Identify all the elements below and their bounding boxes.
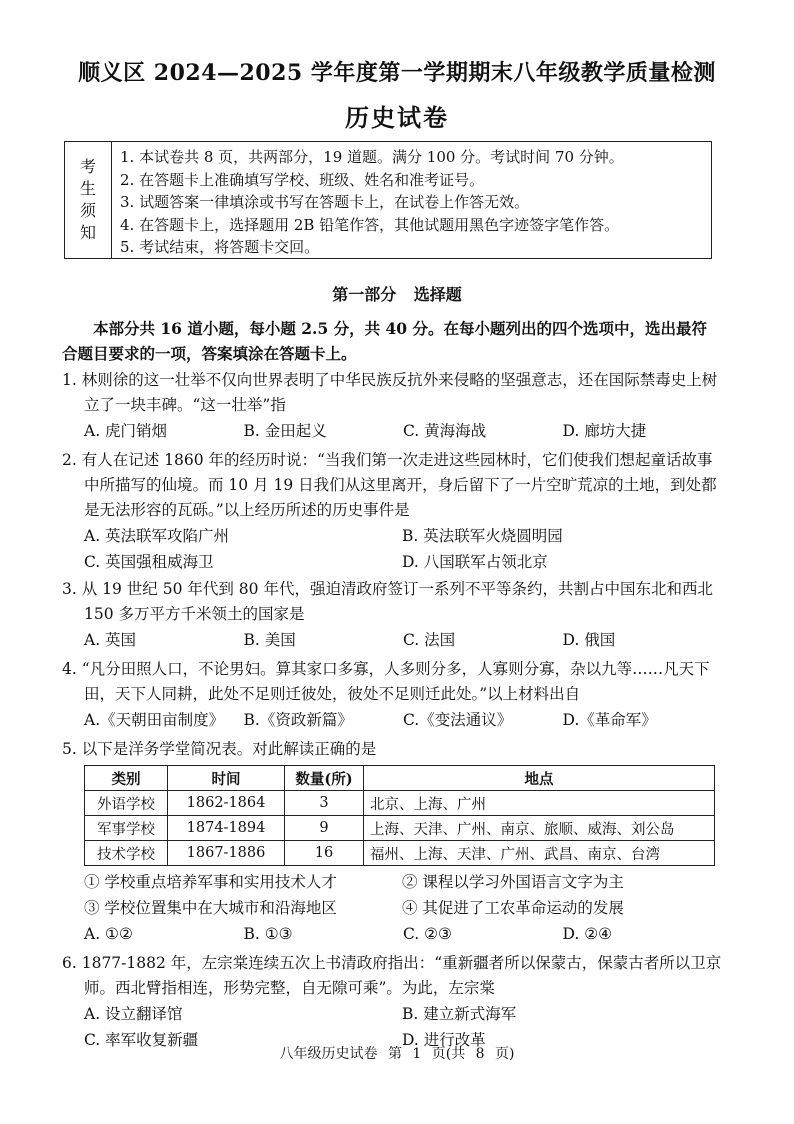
notice-item: 5. 考试结束，将答题卡交回。 — [120, 238, 320, 256]
question-3-options — [62, 627, 722, 653]
option-c: C. 英国强租威海卫 — [84, 553, 214, 571]
question-6-stem: 6. 1877-1882 年，左宗棠连续五次上书清政府指出：“重新疆者所以保蒙古，保蒙古者所以卫京师。西北臂指相连，形势完整，自无隙可乘”。为此，左宗棠 — [62, 954, 722, 997]
option-c: C. ②③ — [403, 925, 452, 943]
school-table — [84, 765, 715, 866]
option-b: B. 美国 — [243, 631, 296, 649]
table-cell: 1874-1894 — [168, 816, 285, 841]
option-b: B. 建立新式海军 — [402, 1005, 517, 1023]
option-c: C. 率军收复新疆 — [84, 1031, 199, 1049]
option-b: B. 英法联军火烧圆明园 — [402, 527, 563, 545]
question-5-statements — [62, 869, 722, 921]
section-intro: 本部分共 16 道小题，每小题 2.5 分，共 40 分。在每小题列出的四个选项中，选出最符合题目要求的一项，答案填涂在答题卡上。 — [62, 319, 707, 363]
question-1-options — [62, 418, 722, 444]
table-cell: 技术学校 — [85, 841, 168, 866]
option-c: C.《变法通议》 — [403, 711, 513, 729]
exam-subtitle: 历史试卷 — [345, 103, 449, 132]
statement: ① 学校重点培养军事和实用技术人才 — [84, 873, 337, 891]
notice-label-char: 须 — [79, 201, 96, 220]
table-cell: 军事学校 — [85, 816, 168, 841]
table-header: 时间 — [168, 766, 285, 791]
question-5-options — [62, 921, 722, 947]
table-header: 地点 — [364, 766, 715, 791]
option-a: A. 英国 — [84, 631, 137, 649]
notice-label-char: 考 — [79, 157, 96, 176]
option-d: D.《革命军》 — [562, 711, 657, 729]
table-cell: 16 — [285, 841, 364, 866]
table-cell: 福州、上海、天津、广州、武昌、南京、台湾 — [364, 841, 715, 866]
option-c: C. 黄海海战 — [403, 422, 487, 440]
option-d: D. 廊坊大捷 — [562, 422, 647, 440]
notice-item: 4. 在答题卡上，选择题用 2B 铅笔作答，其他试题用黑色字迹签字笔作答。 — [120, 215, 620, 234]
option-a: A. ①② — [84, 925, 133, 943]
question-2-stem: 2. 有人在记述 1860 年的经历时说：“当我们第一次走进这些园林时，它们使我们想起童话故事中所描写的仙境。而 10 月 19 日我们从这里离开，身后留下了一片空旷荒凉的土地，到处都是无法形容的瓦砾。”以上经历所述的历史事件是 — [62, 451, 717, 519]
option-c: C. 法国 — [403, 631, 456, 649]
table-cell: 1867-1886 — [168, 841, 285, 866]
question-2-options — [62, 523, 722, 575]
question-1-stem: 1. 林则徐的这一壮举不仅向世界表明了中华民族反抗外来侵略的坚强意志，还在国际禁毒史上树立了一块丰碑。“这一壮举”指 — [62, 371, 718, 414]
notice-item: 2. 在答题卡上准确填写学校、班级、姓名和准考证号。 — [120, 170, 485, 189]
notice-label — [65, 142, 112, 258]
table-cell: 1862-1864 — [168, 791, 285, 816]
notice-item: 1. 本试卷共 8 页，共两部分，19 道题。满分 100 分。考试时间 70 分钟。 — [120, 148, 624, 166]
notice-label-char: 生 — [79, 179, 96, 198]
statement: ③ 学校位置集中在大城市和沿海地区 — [84, 899, 337, 917]
table-cell: 北京、上海、广州 — [364, 791, 715, 816]
section-title: 第一部分 选择题 — [332, 285, 462, 304]
option-d: D. ②④ — [562, 925, 613, 943]
option-a: A.《天朝田亩制度》 — [84, 711, 225, 729]
questions — [62, 316, 722, 1055]
option-d: D. 八国联军占领北京 — [402, 553, 548, 571]
question-5-stem: 5. 以下是洋务学堂简况表。对此解读正确的是 — [62, 740, 377, 758]
statement: ④ 其促进了工农革命运动的发展 — [402, 899, 624, 917]
option-a: A. 英法联军攻陷广州 — [84, 527, 230, 545]
table-row — [85, 816, 715, 841]
question-3-stem: 3. 从 19 世纪 50 年代到 80 年代，强迫清政府签订一系列不平等条约，共割占中国东北和西北 150 多万平方千米领土的国家是 — [62, 580, 713, 623]
table-header-row — [85, 766, 715, 791]
table-cell: 上海、天津、广州、南京、旅顺、威海、刘公岛 — [364, 816, 715, 841]
notice-box — [64, 141, 712, 259]
table-cell: 9 — [285, 816, 364, 841]
question-4-options — [62, 707, 722, 733]
option-b: B.《资政新篇》 — [243, 711, 353, 729]
table-header: 类别 — [85, 766, 168, 791]
option-a: A. 设立翻译馆 — [84, 1005, 183, 1023]
option-a: A. 虎门销烟 — [84, 422, 168, 440]
table-cell: 3 — [285, 791, 364, 816]
notice-items — [112, 142, 711, 258]
option-b: B. ①③ — [243, 925, 293, 943]
table-header: 数量(所) — [285, 766, 364, 791]
exam-title: 顺义区 2024—2025 学年度第一学期期末八年级教学质量检测 — [78, 60, 716, 86]
option-d: D. 进行改革 — [402, 1031, 486, 1049]
statement: ② 课程以学习外国语言文字为主 — [402, 873, 624, 891]
page-footer: 八年级历史试卷 第 1 页(共 8 页) — [279, 1046, 515, 1062]
table-cell: 外语学校 — [85, 791, 168, 816]
table-row — [85, 791, 715, 816]
option-d: D. 俄国 — [562, 631, 616, 649]
table-row — [85, 841, 715, 866]
question-4-stem: 4. “凡分田照人口，不论男妇。算其家口多寡，人多则分多，人寡则分寡，杂以九等……凡天下田，天下人同耕，此处不足则迁彼处，彼处不足则迁此处。”以上材料出自 — [62, 660, 710, 703]
notice-item: 3. 试题答案一律填涂或书写在答题卡上，在试卷上作答无效。 — [120, 193, 530, 211]
notice-label-char: 知 — [79, 223, 96, 242]
option-b: B. 金田起义 — [243, 422, 327, 440]
